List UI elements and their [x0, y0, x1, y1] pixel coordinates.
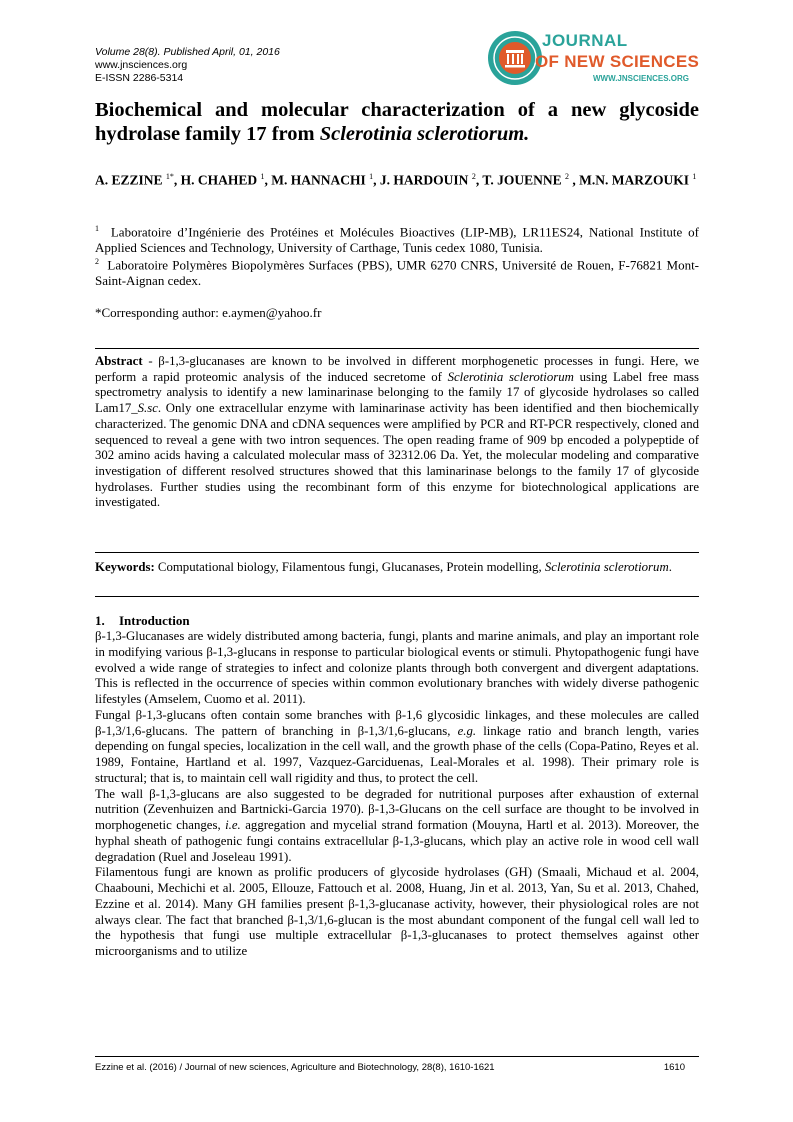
logo-url-text: WWW.JNSCIENCES.ORG: [593, 74, 690, 83]
eissn-line: E-ISSN 2286-5314: [95, 72, 184, 84]
abstract-text-1: - β-1,3-glucanases are known to be involved in different morphogenetic processes in fungi. Here, we perform a rapid proteomic analysis of the induced secretome of: [95, 354, 699, 384]
abstract-bottom-rule: [95, 552, 699, 553]
title-main: Biochemical and molecular characterization of a new glycoside hydrolase family 17 from: [95, 99, 699, 145]
paragraph: Filamentous fungi are known as prolific producers of glycoside hydrolases (GH) (Smaali, Michaud et al. 2004, Chaabouni, Mechichi et al. 2005, Ellouze, Fattouch et al. 2008, Huang, Jin et al. 2013, Yan, Su et al. 2013, Chahed, Ezzine et al. 2014). Many GH families present β-1,3-glucanase activity, however, their physiological roles are not always clear. The fact that branched β-1,3/1,6-glucan is the most abundant component of the fungal cell wall led to the hypothesis that fungi use multiple extracellular β-1,3-glucanases to protect themselves against other microorganisms and to utilize: [95, 865, 699, 958]
abstract-section: [95, 354, 699, 511]
volume-line: Volume 28(8). Published April, 01, 2016: [95, 46, 280, 58]
paragraph: [95, 708, 699, 787]
keywords-bottom-rule: [95, 596, 699, 597]
affiliation-text: Laboratoire d’Ingénierie des Protéines et Molécules Bioactives (LIP-MB), LR11ES24, National Institute of Applied Sciences and Technology, University of Carthage, Tunis cedex 1080, Tunisia.: [95, 224, 700, 256]
author-name: M. HANNACHI: [271, 172, 366, 188]
author-sup: 1: [692, 172, 697, 181]
paragraph-italic: i.e.: [225, 818, 241, 832]
abstract-species: Sclerotinia sclerotiorum: [447, 369, 574, 384]
website-line: www.jnsciences.org: [95, 59, 188, 71]
footer-citation: Ezzine et al. (2016) / Journal of new sciences, Agriculture and Biotechnology, 28(8), 1610-1621: [95, 1062, 495, 1073]
author-sup: 1*: [165, 172, 174, 181]
keywords-label: Keywords:: [95, 560, 155, 574]
paper-title: [95, 98, 699, 146]
section-title: Introduction: [119, 613, 190, 628]
author-sup: 1: [369, 172, 374, 181]
section-heading: [95, 613, 190, 629]
abstract-label: Abstract: [95, 354, 143, 368]
author-sup: 2: [564, 172, 569, 181]
journal-logo: [487, 28, 702, 90]
paragraph-text: aggregation and mycelial strand formation (Mouyna, Hartl et al. 2013). Moreover, the hyphal sheath of pathogenic fungi contains extracellular β-1,3-glucans, which play an active role in wood cell wall degradation (Ruel and Joseleau 1991).: [95, 818, 699, 864]
author-name: A. EZZINE: [95, 172, 163, 188]
author-name: M.N. MARZOUKI: [579, 172, 689, 188]
section-number: 1.: [95, 613, 105, 628]
paragraph: [95, 787, 699, 866]
author-name: T. JOUENNE: [482, 172, 562, 188]
paragraph: β-1,3-Glucanases are widely distributed among bacteria, fungi, plants and marine animals, and play an important role in modifying various β-1,3-glucans in response to particular biological events or stimuli. Phytopathogenic fungi have evolved a wide range of strategies to infect and colonize plants through both convergent and divergent adaptations. This is reflected in the occurrence of species within common evolutionary branches with widely diverse pathogenic lifestyles (Amselem, Cuomo et al. 2011).: [95, 629, 699, 706]
logo-new-sciences-text: OF NEW SCIENCES: [535, 52, 700, 71]
page-number: 1610: [663, 1062, 685, 1073]
keywords-end: .: [668, 560, 672, 574]
abstract-text-3: . Only one extracellular enzyme with laminarinase activity has been identified and then biochemically characterized. The genomic DNA and cDNA sequences were amplified by PCR and RT-PCR respectively, cloned and sequenced to reveal a gene with two intron sequences. The open reading frame of 909 bp encoded a polypeptide of 302 amino acids having a calculated molecular mass of 32312.06 Da. Yet, the molecular modeling and comparative investigation of different resolved structures showed that this laminarinase belongs to the family 17 of glycoside hydrolases. Further studies using the recombinant form of this enzyme for biotechnological applications are investigated.: [95, 401, 699, 510]
paragraph-text: linkage ratio and branch length, varies depending on fungal species, localization in the cell wall, and the growth phase of the cells (Copa-Patino, Reyes et al. 1989, Fontaine, Hartland et al. 1997, Vazquez-Garciduenas, Leal-Morales et al. 1998). Their primary role is structural; that is, to maintain cell wall rigidity and thus, to protect the cell.: [95, 723, 699, 785]
affiliation: [95, 254, 699, 289]
logo-journal-text: JOURNAL: [542, 31, 628, 50]
affiliation-sup: 2: [95, 257, 99, 266]
keywords-species: Sclerotinia sclerotiorum: [544, 560, 669, 574]
corresponding-author: *Corresponding author: e.aymen@yahoo.fr: [95, 305, 322, 320]
paragraph-text: The wall β-1,3-glucans are also suggested to be degraded for nutritional purposes after exhaustion of external nutrition (Zevenhuizen and Bartnicki-Garcia 1970). β-1,3-Glucans on the cell surface are thought to be involved in morphogenetic changes,: [95, 786, 699, 832]
paragraph-italic: e.g.: [457, 723, 477, 738]
journal-header-info: [95, 46, 280, 85]
author-name: J. HARDOUIN: [379, 172, 469, 188]
author-sup: 1: [260, 172, 265, 181]
affiliation: [95, 221, 699, 256]
body-text: [95, 629, 699, 960]
footer-rule: [95, 1056, 699, 1057]
author-sup: 2: [471, 172, 476, 181]
author-name: H. CHAHED: [180, 172, 258, 188]
title-species: Sclerotinia sclerotiorum.: [319, 123, 530, 145]
paragraph-text: Fungal β-1,3-glucans often contain some branches with β-1,6 glycosidic linkages, and these molecules are called β-1,3/1,6-glucans. The pattern of branching in β-1,3/1,6-glucans,: [95, 707, 699, 738]
affiliation-text: Laboratoire Polymères Biopolymères Surfaces (PBS), UMR 6270 CNRS, Université de Rouen, F-76821 Mont-Saint-Aignan cedex.: [95, 257, 700, 289]
abstract-top-rule: [95, 348, 699, 349]
abstract-text-2: using Label free mass spectrometry analysis to identify a new laminarinase belonging to the family 17 of glycoside hydrolases so called Lam17_: [95, 369, 700, 416]
keywords-text: Computational biology, Filamentous fungi, Glucanases, Protein modelling,: [154, 560, 545, 574]
author-list: A. EZZINE $^{1*}$, H. CHAHED $^1$, M. HANNACHI $^1$, J. HARDOUIN $^2$, T. JOUENNE $^2$ , M.N. MARZOUKI $^1$: [95, 172, 697, 188]
affiliation-sup: 1: [95, 224, 99, 233]
keywords-section: [95, 560, 699, 576]
abstract-abbr: S.sc: [137, 401, 158, 416]
